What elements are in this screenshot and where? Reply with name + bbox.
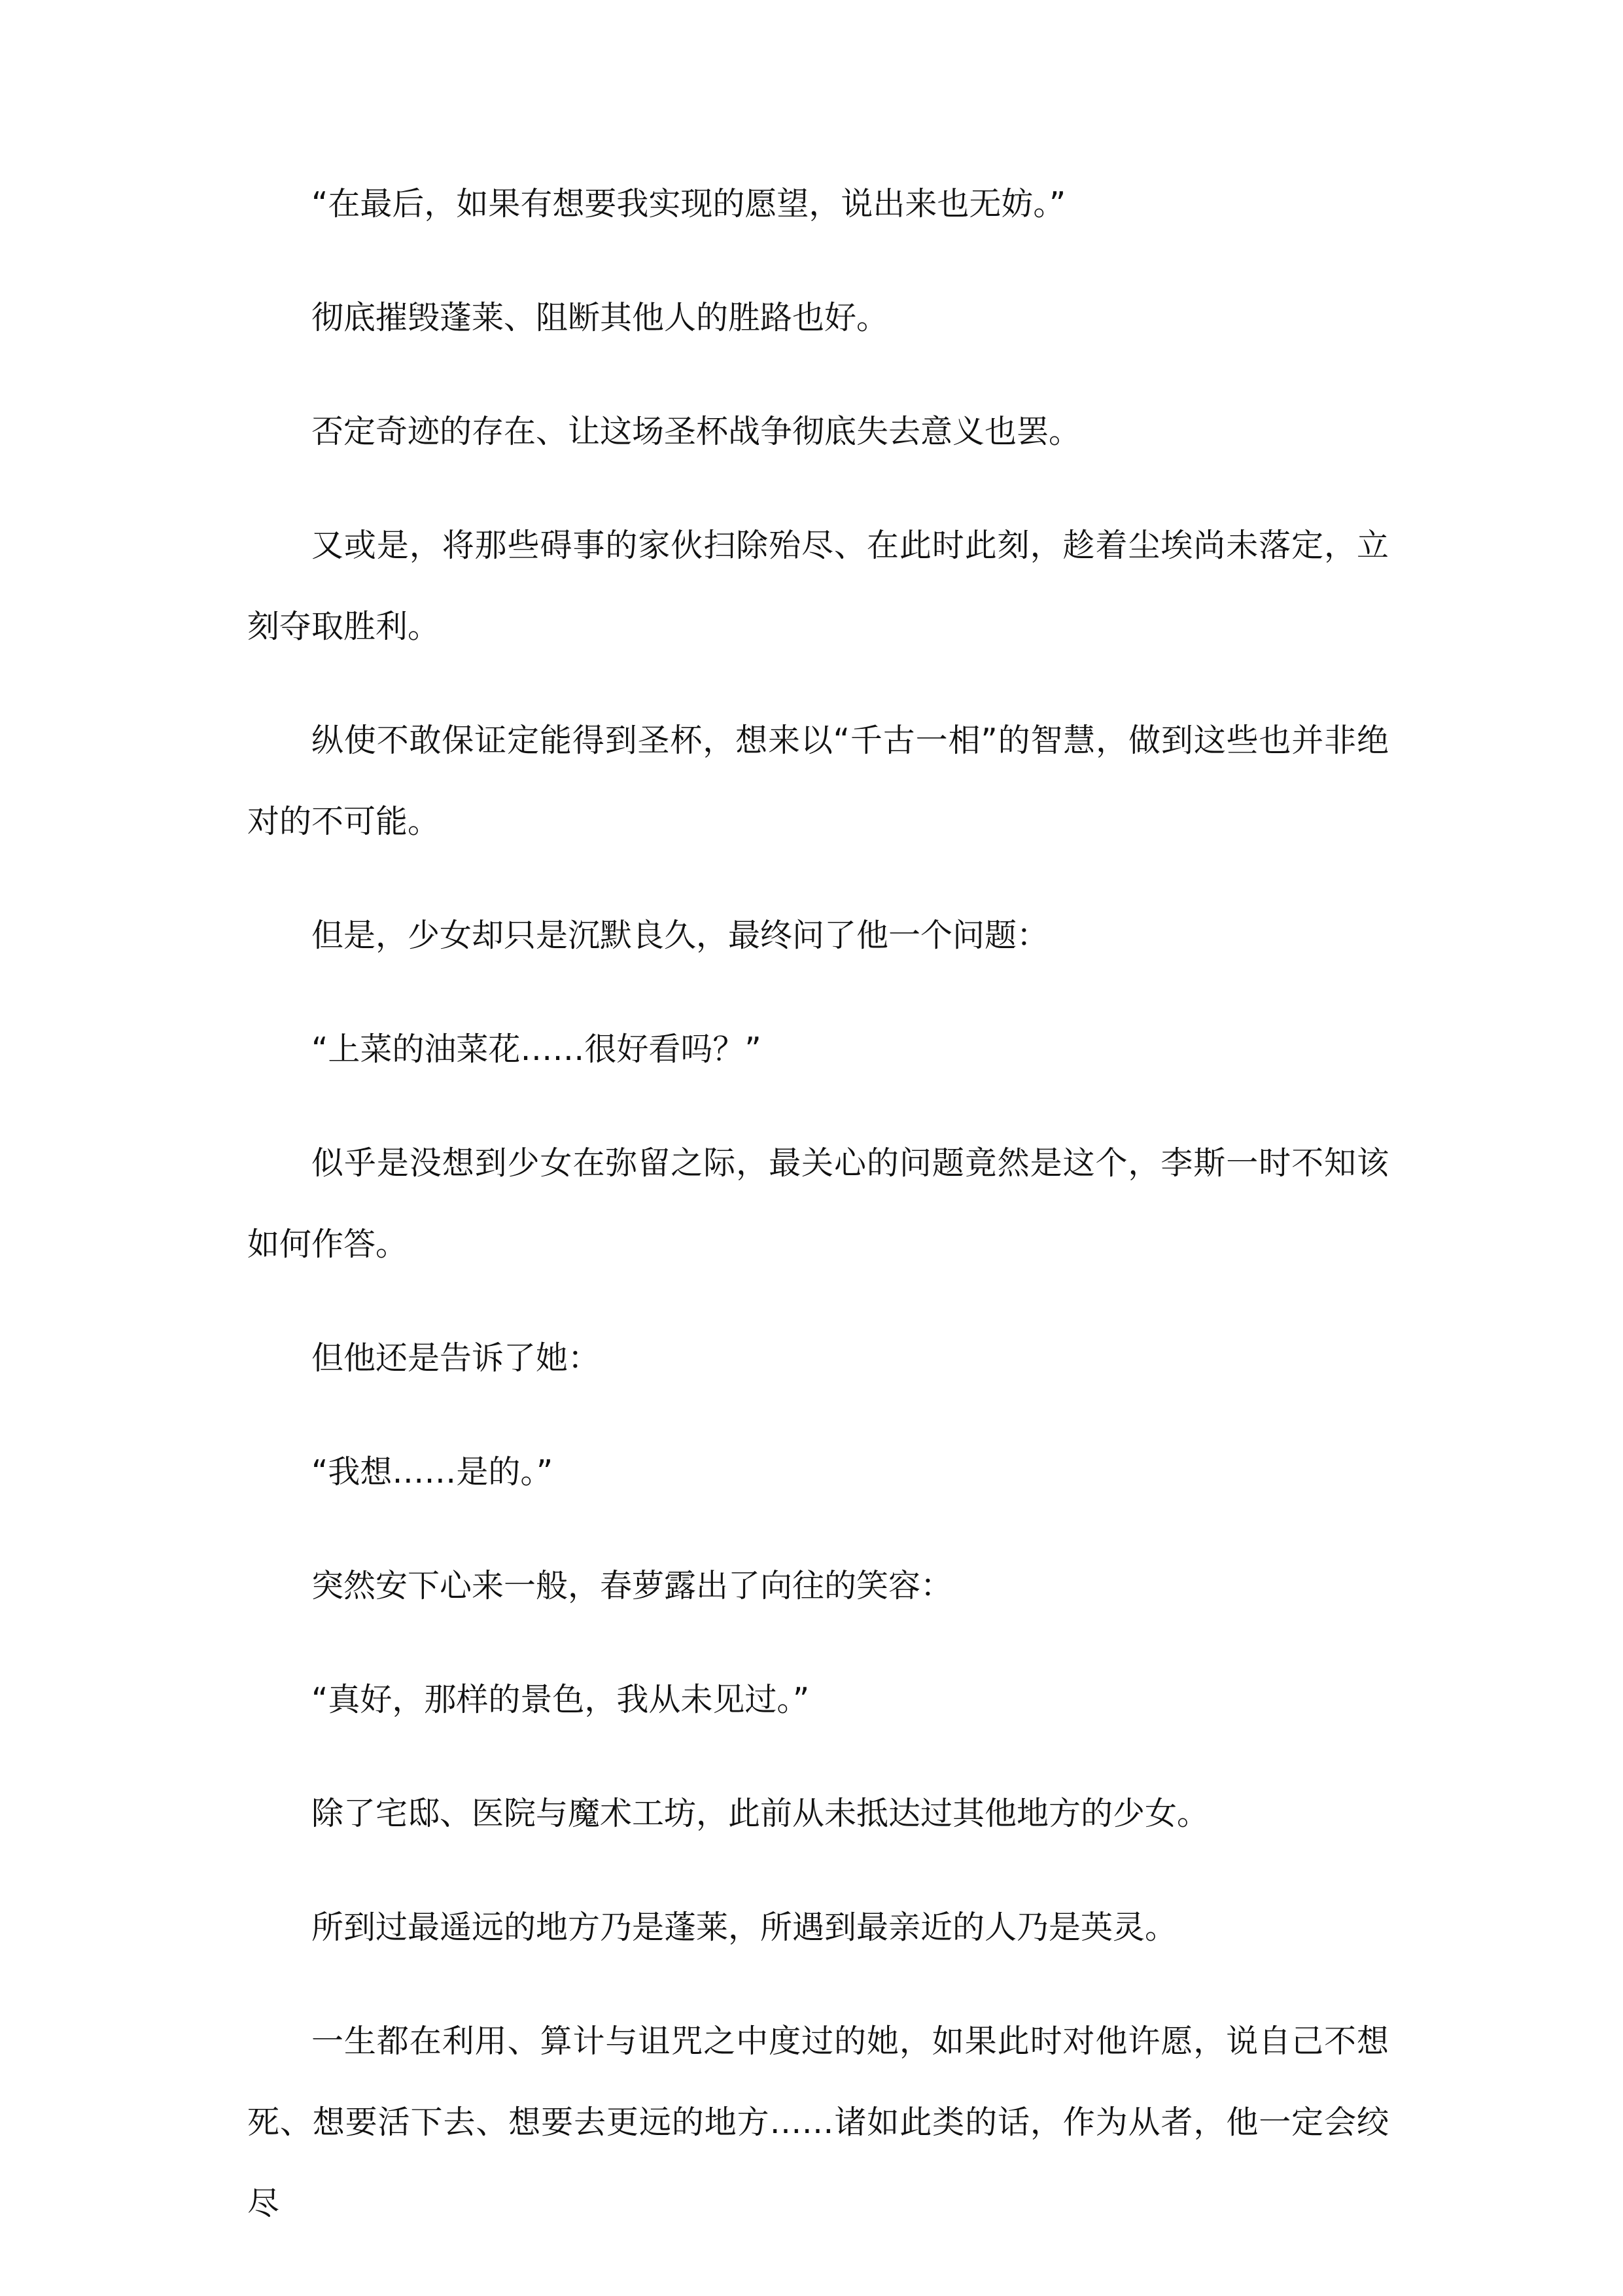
paragraph-11: 突然安下心来一般，春萝露出了向往的笑容： bbox=[311, 1567, 953, 1604]
paragraph-8: 似乎是没想到少女在弥留之际，最关心的问题竟然是这个，李斯一时不知该如何作答。 bbox=[247, 1144, 1389, 1263]
paragraph-9: 但他还是告诉了她： bbox=[311, 1339, 601, 1377]
paragraph-14: 所到过最遥远的地方乃是蓬莱，所遇到最亲近的人乃是英灵。 bbox=[311, 1909, 1178, 1946]
paragraph-15: 一生都在利用、算计与诅咒之中度过的她，如果此时对他许愿，说自己不想死、想要活下去、想要去更远的地方……诸如此类的话，作为从者，他一定会绞尽 bbox=[247, 2022, 1389, 2222]
body-text bbox=[247, 164, 1389, 2244]
paragraph-12: “真好，那样的景色，我从未见过。” bbox=[311, 1681, 810, 1718]
paragraph-3: 否定奇迹的存在、让这场圣杯战争彻底失去意义也罢。 bbox=[311, 413, 1081, 450]
paragraph-7: “上菜的油菜花……很好看吗？” bbox=[311, 1031, 761, 1068]
paragraph-1: “在最后，如果有想要我实现的愿望，说出来也无妨。” bbox=[311, 185, 1066, 222]
paragraph-2: 彻底摧毁蓬莱、阻断其他人的胜路也好。 bbox=[311, 299, 889, 336]
paragraph-4: 又或是，将那些碍事的家伙扫除殆尽、在此时此刻，趁着尘埃尚未落定，立刻夺取胜利。 bbox=[247, 527, 1389, 645]
paragraph-6: 但是，少女却只是沉默良久，最终问了他一个问题： bbox=[311, 917, 1049, 954]
paragraph-13: 除了宅邸、医院与魔术工坊，此前从未抵达过其他地方的少女。 bbox=[311, 1795, 1210, 1832]
paragraph-5: 纵使不敢保证定能得到圣杯，想来以“千古一相”的智慧，做到这些也并非绝对的不可能。 bbox=[247, 722, 1389, 840]
paragraph-10: “我想……是的。” bbox=[311, 1453, 553, 1491]
